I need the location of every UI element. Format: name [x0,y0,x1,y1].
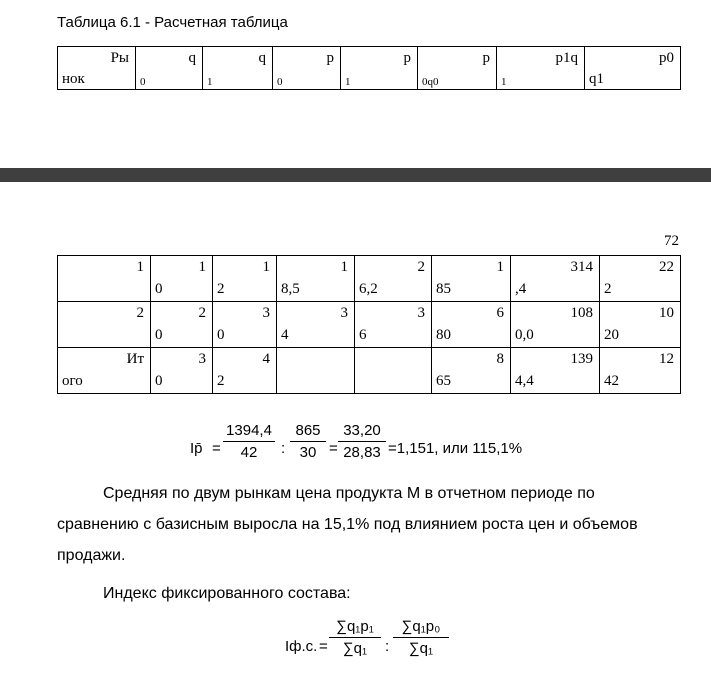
equals-sign: = [212,440,221,457]
divide-sign: : [281,440,286,457]
cell-top: p [403,50,411,66]
table-cell [600,348,681,394]
cell-bottom: 1 [207,76,213,88]
cell-top: 6 [496,305,504,321]
table-caption: Таблица 6.1 - Расчетная таблица [57,14,288,31]
header-cell-p0q1 [585,47,681,90]
cell-top: Ит [126,351,144,367]
table-cell [277,256,355,302]
denominator: 30 [299,444,317,461]
cell-top: 314 [570,259,593,275]
fraction-2 [393,618,449,657]
table-cell [151,256,213,302]
cell-bottom: 4 [281,327,289,343]
cell-bottom: 6 [359,327,367,343]
cell-top: 139 [570,351,593,367]
cell-top: 1 [136,259,144,275]
cell-bottom: 80 [436,327,451,343]
denominator: ∑q₁ [342,640,368,657]
table-row [58,302,681,348]
fraction-1 [329,618,381,657]
table-cell [511,302,600,348]
cell-top: q [258,50,266,66]
fraction-2 [290,422,326,461]
header-table [57,46,681,90]
cell-bottom: 20 [604,327,619,343]
cell-bottom: ого [62,373,83,389]
denominator: 28,83 [343,444,381,461]
cell-bottom: 85 [436,281,451,297]
table-cell [355,348,432,394]
cell-bottom: q1 [589,71,604,87]
cell-top: 3 [417,305,425,321]
formula-lhs: Iф.с. [285,638,318,655]
table-cell [277,348,355,394]
table-cell [213,256,277,302]
table-cell [511,348,600,394]
numerator: 33,20 [343,422,381,439]
page-separator [0,168,711,182]
table-cell [277,302,355,348]
numerator: ∑q₁p₁ [336,618,374,635]
cell-top: p1q [555,50,578,66]
cell-top: 3 [198,351,206,367]
table-cell [355,302,432,348]
cell-top: 3 [262,305,270,321]
table-cell [432,302,511,348]
cell-bottom: 2 [217,281,225,297]
table-cell [600,302,681,348]
paragraph-heading: Индекс фиксированного состава: [103,585,351,602]
cell-top: 1 [198,259,206,275]
table-cell [355,256,432,302]
cell-bottom: 0 [155,327,163,343]
cell-top: 10 [659,305,674,321]
header-cell-p0 [273,47,341,90]
cell-bottom: 1 [345,76,351,88]
cell-bottom: 0 [277,76,283,88]
cell-top: Ры [110,50,129,66]
header-cell-p0q0 [418,47,497,90]
table-cell [58,348,151,394]
table-row [58,256,681,302]
table-cell [151,348,213,394]
cell-top: q [188,50,196,66]
equals-sign: = [319,638,328,655]
header-cell-p1q1 [497,47,585,90]
table-cell [432,256,511,302]
table-cell [58,302,151,348]
cell-bottom: 65 [436,373,451,389]
cell-bottom: 6,2 [359,281,378,297]
cell-bottom: 0 [155,281,163,297]
cell-bottom: 1 [501,76,507,88]
table-cell [58,256,151,302]
cell-top: 8 [496,351,504,367]
cell-top: 3 [340,305,348,321]
formula-lhs: Ip̄ [190,440,203,457]
cell-bottom: 8,5 [281,281,300,297]
cell-bottom: 0 [217,327,225,343]
paragraph-conclusion: Средняя по двум рынкам цена продукта М в отчетном периоде по сравнению с базисным выросла на 15,1% под влиянием роста цен и объемов продажи. [57,485,638,564]
header-cell-q1 [203,47,273,90]
cell-bottom: 2 [217,373,225,389]
divide-sign: : [385,638,390,655]
table-cell [432,348,511,394]
cell-top: 108 [570,305,593,321]
table-cell [511,256,600,302]
cell-bottom: 0 [155,373,163,389]
cell-bottom: нок [62,71,85,87]
fraction-1 [223,422,275,461]
header-cell-market [58,47,136,90]
table-row-total [58,348,681,394]
cell-bottom: ,4 [515,281,527,297]
cell-top: 4 [262,351,270,367]
cell-bottom: 0q0 [422,76,439,88]
cell-top: 2 [136,305,144,321]
header-cell-p1 [341,47,418,90]
formula-result: =1,151, или 115,1% [388,440,523,457]
cell-bottom: 0 [140,76,146,88]
equals-sign: = [329,440,338,457]
cell-top: 2 [198,305,206,321]
cell-top: 2 [417,259,425,275]
fraction-3 [338,422,386,461]
denominator: ∑q₁ [408,640,434,657]
table-cell [151,302,213,348]
cell-top: 1 [496,259,504,275]
data-table [57,255,681,394]
cell-top: 12 [659,351,674,367]
cell-top: 1 [340,259,348,275]
numerator: ∑q₁p₀ [401,618,441,635]
cell-top: 1 [262,259,270,275]
cell-top: p0 [659,50,674,66]
cell-bottom: 42 [604,373,619,389]
numerator: 865 [295,422,321,439]
cell-bottom: 4,4 [515,373,534,389]
cell-top: 22 [659,259,674,275]
table-cell [600,256,681,302]
denominator: 42 [240,444,258,461]
page-number: 72 [664,233,679,249]
cell-top: p [482,50,490,66]
table-cell [213,348,277,394]
header-cell-q0 [136,47,203,90]
cell-bottom: 2 [604,281,612,297]
cell-bottom: 0,0 [515,327,534,343]
cell-top: p [326,50,334,66]
numerator: 1394,4 [226,422,272,439]
table-cell [213,302,277,348]
